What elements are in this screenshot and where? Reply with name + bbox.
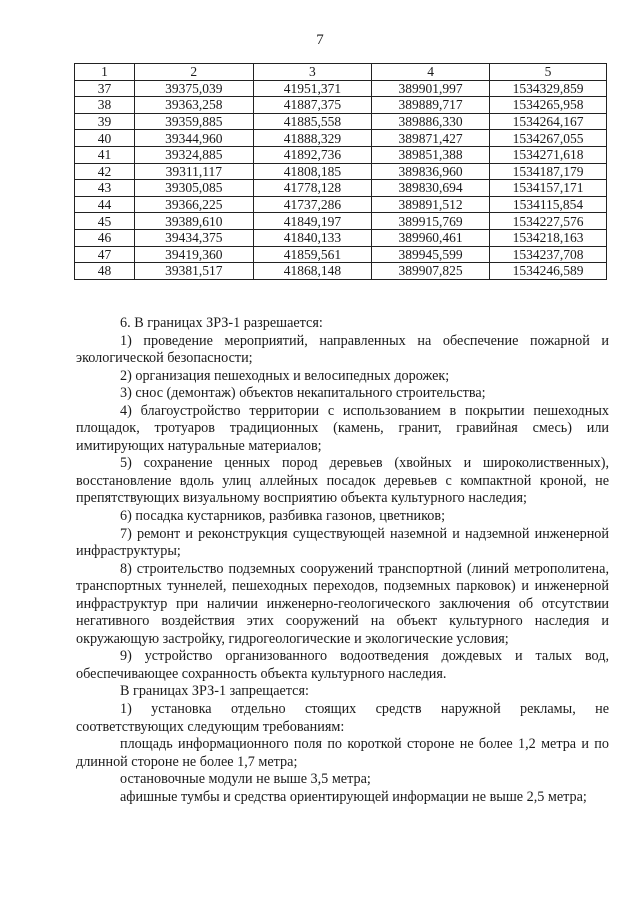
coordinate-cell: 41892,736 (253, 146, 372, 163)
coordinate-cell: 41778,128 (253, 180, 372, 197)
section-heading-prohibited: В границах ЗРЗ-1 запрещается: (120, 683, 309, 700)
coordinate-cell: 389830,694 (372, 180, 490, 197)
coordinate-cell: 389836,960 (372, 163, 490, 180)
allowed-item-5: 5) сохранение ценных пород деревьев (хвойных и широколиственных), восстановление вдоль улиц аллейных посадок деревьев с компактной кроной, не препятствующих визуальному восприятию объекта культурного наследия; (76, 455, 609, 507)
coordinate-cell: 41885,558 (253, 113, 372, 130)
coordinate-cell: 39381,517 (134, 263, 253, 280)
coordinate-cell: 39324,885 (134, 146, 253, 163)
point-number-cell: 41 (75, 146, 135, 163)
table-header (75, 64, 607, 81)
column-header-4: 4 (372, 64, 490, 81)
coordinate-cell: 39366,225 (134, 196, 253, 213)
point-number-cell: 43 (75, 180, 135, 197)
coordinate-cell: 41737,286 (253, 196, 372, 213)
point-number-cell: 38 (75, 97, 135, 114)
coordinate-cell: 389889,717 (372, 97, 490, 114)
coordinate-cell: 1534227,576 (490, 213, 607, 230)
coordinate-cell: 1534187,179 (490, 163, 607, 180)
coordinate-cell: 1534237,708 (490, 246, 607, 263)
allowed-item-8: 8) строительство подземных сооружений транспортной (линий метрополитена, транспортных туннелей, пешеходных переходов, подземных парковок) и инженерной инфраструктур при наличии инженерно-геологического заключения об отсутствии негативного воздействия этих сооружений на объект культурного наследия и окружающую застройку, гидрогеологические и экологические условия; (76, 560, 609, 647)
allowed-item-3: 3) снос (демонтаж) объектов некапитального строительства; (120, 385, 486, 402)
requirement-info-field: площадь информационного поля по короткой стороне не более 1,2 метра и по длинной стороне не более 1,7 метра; (76, 736, 609, 770)
allowed-item-2: 2) организация пешеходных и велосипедных дорожек; (120, 367, 450, 384)
allowed-item-9: 9) устройство организованного водоотведения дождевых и талых вод, обеспечивающее сохранность объекта культурного наследия. (76, 648, 609, 682)
point-number-cell: 40 (75, 130, 135, 147)
coordinate-cell: 39389,610 (134, 213, 253, 230)
coordinate-cell: 39363,258 (134, 97, 253, 114)
coordinate-cell: 1534329,859 (490, 80, 607, 97)
page-number: 7 (316, 32, 324, 48)
coordinate-cell: 41951,371 (253, 80, 372, 97)
point-number-cell: 48 (75, 263, 135, 280)
coordinate-cell: 41888,329 (253, 130, 372, 147)
table-body (75, 80, 607, 279)
coordinate-cell: 41868,148 (253, 263, 372, 280)
coordinate-cell: 39305,085 (134, 180, 253, 197)
coordinate-cell: 389901,997 (372, 80, 490, 97)
coordinate-cell: 41887,375 (253, 97, 372, 114)
table-row (75, 113, 607, 130)
coordinate-cell: 39344,960 (134, 130, 253, 147)
coordinate-cell: 1534115,854 (490, 196, 607, 213)
point-number-cell: 45 (75, 213, 135, 230)
column-header-2: 2 (134, 64, 253, 81)
coordinate-cell: 1534267,055 (490, 130, 607, 147)
coordinate-cell: 39359,885 (134, 113, 253, 130)
column-header-1: 1 (75, 64, 135, 81)
coordinate-cell: 389915,769 (372, 213, 490, 230)
point-number-cell: 39 (75, 113, 135, 130)
coordinate-cell: 41840,133 (253, 229, 372, 246)
coordinate-cell: 389907,825 (372, 263, 490, 280)
point-number-cell: 44 (75, 196, 135, 213)
coordinate-cell: 1534265,958 (490, 97, 607, 114)
coordinate-cell: 41859,561 (253, 246, 372, 263)
table-row (75, 180, 607, 197)
coordinate-cell: 389945,599 (372, 246, 490, 263)
table-row (75, 146, 607, 163)
coordinate-cell: 389871,427 (372, 130, 490, 147)
table-row (75, 229, 607, 246)
coordinate-cell: 389851,388 (372, 146, 490, 163)
table-row (75, 163, 607, 180)
requirement-bus-stop: остановочные модули не выше 3,5 метра; (120, 771, 371, 788)
document-body (76, 315, 609, 806)
table-row (75, 97, 607, 114)
coordinate-cell: 389891,512 (372, 196, 490, 213)
point-number-cell: 37 (75, 80, 135, 97)
column-header-5: 5 (490, 64, 607, 81)
coordinates-table (74, 63, 607, 280)
coordinate-cell: 1534271,618 (490, 146, 607, 163)
point-number-cell: 46 (75, 229, 135, 246)
coordinate-cell: 39434,375 (134, 229, 253, 246)
coordinate-cell: 41808,185 (253, 163, 372, 180)
allowed-item-1: 1) проведение мероприятий, направленных на обеспечение пожарной и экологической безопасности; (76, 332, 609, 367)
prohibited-item-1: 1) установка отдельно стоящих средств наружной рекламы, не соответствующих следующим требованиям: (76, 701, 609, 735)
coordinate-cell: 39311,117 (134, 163, 253, 180)
coordinate-cell: 39419,360 (134, 246, 253, 263)
table-row (75, 130, 607, 147)
coordinate-cell: 1534157,171 (490, 180, 607, 197)
coordinate-cell: 1534218,163 (490, 229, 607, 246)
table-row (75, 246, 607, 263)
coordinate-cell: 41849,197 (253, 213, 372, 230)
allowed-item-4: 4) благоустройство территории с использованием в покрытии пешеходных площадок, тротуаров традиционных (камень, гранит, гравийная смесь) или имитирующих натуральные материалов; (76, 402, 609, 454)
table-row (75, 80, 607, 97)
coordinate-cell: 39375,039 (134, 80, 253, 97)
table-row (75, 263, 607, 280)
point-number-cell: 47 (75, 246, 135, 263)
table-header-row (75, 64, 607, 81)
section-heading-allowed: 6. В границах ЗРЗ-1 разрешается: (120, 315, 323, 331)
coordinate-cell: 389960,461 (372, 229, 490, 246)
coordinate-cell: 1534246,589 (490, 263, 607, 280)
allowed-item-6: 6) посадка кустарников, разбивка газонов, цветников; (120, 508, 446, 525)
coordinate-cell: 1534264,167 (490, 113, 607, 130)
table-row (75, 213, 607, 230)
allowed-item-7: 7) ремонт и реконструкция существующей наземной и надземной инженерной инфраструктуры; (76, 525, 609, 560)
coordinate-cell: 389886,330 (372, 113, 490, 130)
point-number-cell: 42 (75, 163, 135, 180)
table-row (75, 196, 607, 213)
column-header-3: 3 (253, 64, 372, 81)
requirement-poster-column: афишные тумбы и средства ориентирующей информации не выше 2,5 метра; (120, 788, 587, 805)
